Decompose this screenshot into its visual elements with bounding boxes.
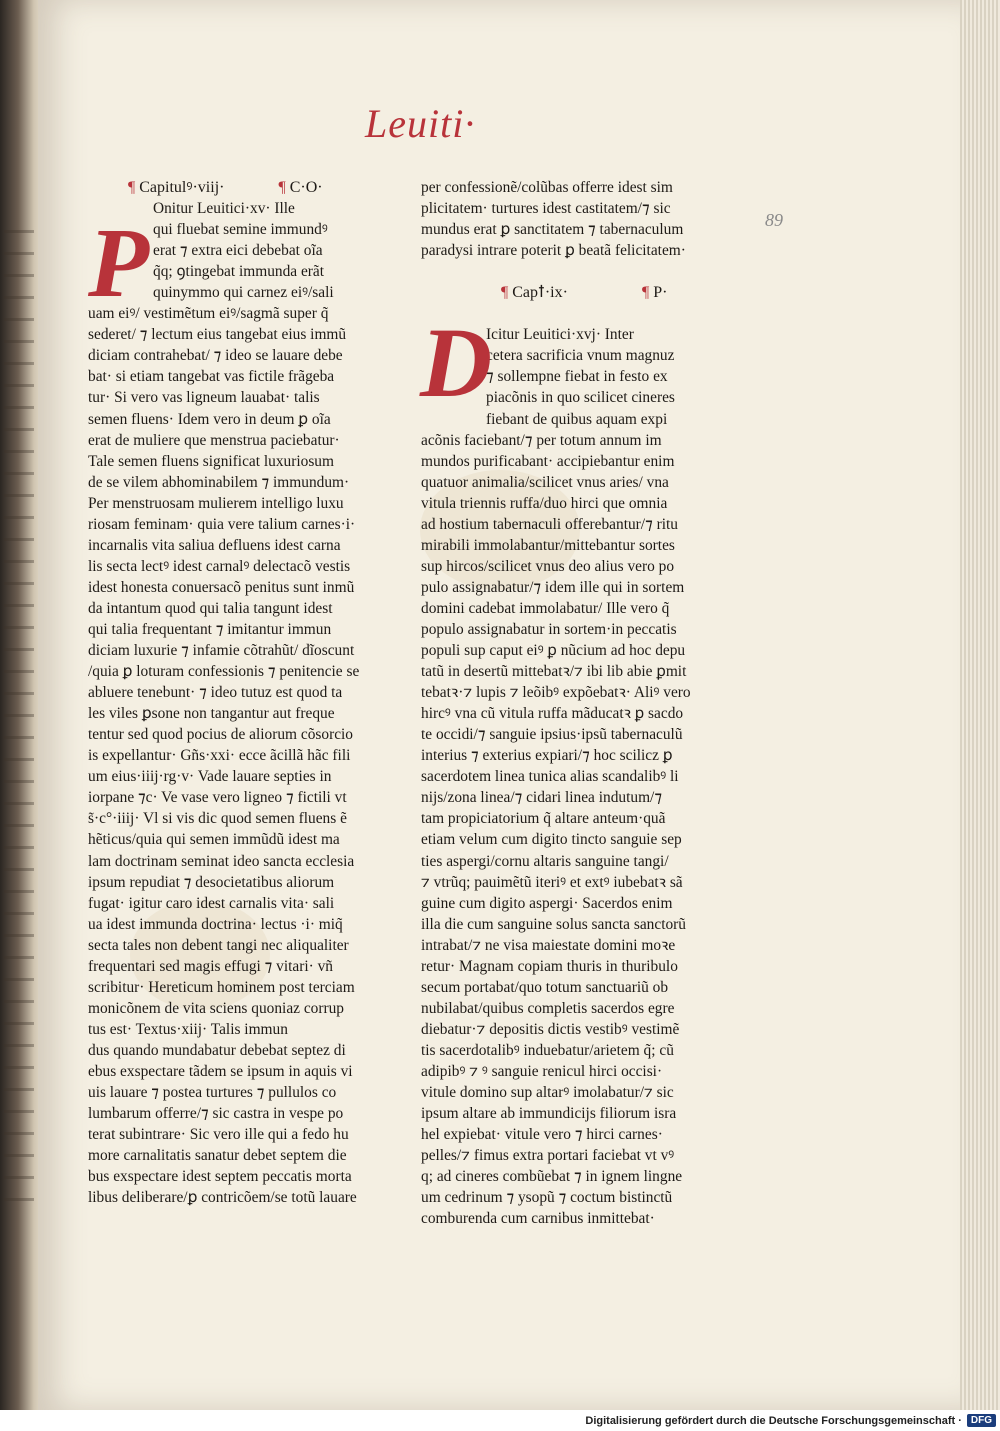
text-line: sederet/ ⁊ lectum eius tangebat eius immũ xyxy=(88,326,347,344)
text-line: intrabat/⁊ ne visa maiestate domini moꝛe xyxy=(421,936,676,954)
text-line: Per menstruosam mulierem intelligo luxu xyxy=(88,494,344,512)
text-line: ad hostium tabernaculi offerebantur/⁊ ritu xyxy=(421,515,678,533)
text-line: diebatur·⁊ depositis dictis vestibꝰ vestimẽ xyxy=(421,1020,680,1038)
text-line: mundus erat ꝑ sanctitatem ⁊ tabernaculum xyxy=(421,221,684,239)
chapter-mark: P· xyxy=(653,284,668,302)
text-line: ipsum repudiat ⁊ desocietatibus aliorum xyxy=(88,873,335,891)
text-line: guine cum digito aspergi· Sacerdos enim xyxy=(421,894,673,912)
right-body-text xyxy=(421,324,741,1229)
text-line: mirabili immolabantur/mittebantur sortes xyxy=(421,536,675,554)
text-line: retur· Magnam copiam thuris in thuribulo xyxy=(421,957,678,975)
text-line: terat subintrare· Sic vero ille qui a fedo hu xyxy=(88,1126,349,1144)
text-line: vitule domino sup altarꝰ imolabatur/⁊ sic xyxy=(421,1084,674,1102)
text-line: um eius·iiij·rg·v· Vade lauare septies in xyxy=(88,768,332,786)
text-line: sacerdotem linea tunica alias scandalibꝰ li xyxy=(421,768,679,786)
text-line: acõnis faciebant/⁊ per totum annum im xyxy=(421,431,662,449)
paragraph-mark-icon: ¶ xyxy=(641,284,654,302)
right-top-text xyxy=(421,177,741,261)
text-line: erat de muliere que menstrua paciebatur· xyxy=(88,431,340,449)
text-line: paradysi intrare poterit ꝑ beatã felicitatem· xyxy=(421,242,686,260)
text-line: /quia ꝑ loturam confessionis ⁊ penitencie se xyxy=(88,663,360,681)
text-line: tur· Si vero vas ligneum lauabat· talis xyxy=(88,389,320,407)
folio-number: 89 xyxy=(765,210,783,230)
text-line: tis sacerdotalibꝰ induebatur/arietem q̃; cũ xyxy=(421,1041,674,1059)
footer-bar xyxy=(0,1410,1000,1431)
text-line: fugat· igitur caro idest carnalis vita· sali xyxy=(88,894,335,912)
text-line: quatuor animalia/scilicet vnus aries/ vna xyxy=(421,473,669,491)
text-line: adipibꝰ ⁊ ꝰ sanguie renicul hirci occisi· xyxy=(421,1062,663,1080)
text-line: ipsum altare ab immundicijs filiorum isra xyxy=(421,1105,677,1123)
text-line: Onitur Leuitici·xv· Ille xyxy=(153,200,295,218)
text-line: les viles ꝑsone non tangantur aut freque xyxy=(88,705,335,723)
text-line: domini cadebat immolabatur/ Ille vero q̃ xyxy=(421,599,670,617)
text-line: secta tales non debent tangi nec aliqualiter xyxy=(88,936,349,954)
text-line: idest honesta conuersacõ penitus sunt inmũ xyxy=(88,578,355,596)
text-line: abluere tenebunt· ⁊ ideo tutuz est quod ta xyxy=(88,684,343,702)
paragraph-mark-icon: ¶ xyxy=(278,179,290,196)
chapter-heading-row xyxy=(88,177,388,198)
text-line: etiam velum cum digito tincto sanguie sep xyxy=(421,831,682,849)
text-line: is expellantur· Gñs·xxi· ecce ãcillã hãc fili xyxy=(88,747,351,765)
text-line: tatũ in desertũ mittebatꝛ/⁊ ibi lib abie ꝑmit xyxy=(421,663,687,681)
funding-credit: Digitalisierung gefördert durch die Deutsche Forschungsgemeinschaft · xyxy=(585,1414,962,1427)
text-line: tentur sed quod pocius de aliorum cõsorcio xyxy=(88,726,353,744)
text-line: cetera sacrificia vnum magnuz xyxy=(486,347,675,365)
text-line: lumbarum offerre/⁊ sic castra in vespe po xyxy=(88,1105,344,1123)
chapter-mark: C·O· xyxy=(289,179,323,196)
running-head: Leuiti· xyxy=(365,101,476,146)
text-line: hel expiebat· vitule vero ⁊ hirci carnes· xyxy=(421,1126,663,1144)
text-line: vitula triennis ruffa/duo hirci que omnia xyxy=(421,494,668,512)
text-line: ⁊ sollempne fiebat in festo ex xyxy=(486,368,668,386)
text-line: da intantum quod qui talia tangunt idest xyxy=(88,599,333,617)
left-body-text xyxy=(88,198,388,1208)
text-line: bus exspectare idest septem peccatis morta xyxy=(88,1168,352,1186)
text-line: illa die cum sanguine solus sancta sanctorũ xyxy=(421,915,686,933)
text-line: incarnalis vita saliua defluens idest carna xyxy=(88,536,341,554)
text-line: iorpane ⁊c· Ve vase vero ligneo ⁊ fictili vt xyxy=(88,789,347,807)
drop-cap-p: P xyxy=(88,207,150,318)
dfg-logo: DFG xyxy=(967,1414,996,1427)
chapter-heading: Capꝉ·ix· xyxy=(512,284,568,302)
text-line: interius ⁊ exterius expiari/⁊ hoc scilicz ꝑ xyxy=(421,747,673,765)
text-line: hircꝰ vna cũ vitula ruffa mãducatꝛ ꝑ sacdo xyxy=(421,705,684,723)
text-line: uam eiꝰ/ vestimẽtum eiꝰ/sagmã super q̃ xyxy=(88,305,329,323)
text-line: plicitatem· turtures idest castitatem/⁊ sic xyxy=(421,200,671,218)
text-line: tam propiciatorium q̃ altare anteum·quã xyxy=(421,810,666,828)
text-line: qui talia frequentant ⁊ imitantur immun xyxy=(88,620,332,638)
text-line: more carnalitatis sanatur debet septem die xyxy=(88,1147,347,1165)
chapter-heading-row xyxy=(421,282,741,303)
drop-cap-d: D xyxy=(420,307,493,418)
spacer xyxy=(421,261,741,282)
text-line: ties aspergi/cornu altaris sanguine tangi/ xyxy=(421,852,669,870)
text-line: lam doctrinam seminat ideo sancta ecclesia xyxy=(88,852,355,870)
text-line: monicõnem de vita sciens quoniaz corrup xyxy=(88,999,345,1017)
page-stack-edge xyxy=(960,0,1000,1410)
text-line: q̃q; ꝯtingebat immunda erãt xyxy=(153,263,325,281)
text-line: tebatꝛ·⁊ lupis ⁊ leõibꝰ expõebatꝛ· Aliꝰ vero xyxy=(421,684,691,702)
text-line: Tale semen fluens significat luxuriosum xyxy=(88,452,334,470)
text-line: frequentari sed magis effugi ⁊ vitari· vñ xyxy=(88,957,333,975)
text-line: ⁊ vtrũq; pauimẽtũ iteriꝰ et extꝰ iubebatꝛ sã xyxy=(421,873,683,891)
text-line: diciam contrahebat/ ⁊ ideo se lauare debe xyxy=(88,347,343,365)
chapter-heading: Capitulꝰ·viij· xyxy=(139,179,225,196)
text-line: hẽticus/quia qui semen immũdũ idest ma xyxy=(88,831,340,849)
text-line: secum portabat/quo totum sanctuariũ ob xyxy=(421,978,669,996)
text-line: nubilabat/quibus completis sacerdos egre xyxy=(421,999,675,1017)
text-line: tus est· Textus·xiij· Talis immun xyxy=(88,1020,288,1038)
text-line: libus deliberare/ꝑ contricõem/se totũ lauare xyxy=(88,1189,357,1207)
text-line: riosam feminam· quia vere talium carnes·i· xyxy=(88,515,356,533)
text-line: diciam luxurie ⁊ infamie cõtrahũt/ dĩoscunt xyxy=(88,642,355,660)
text-line: um cedrinum ⁊ ysopũ ⁊ coctum bistinctũ xyxy=(421,1189,673,1207)
text-line: uis lauare ⁊ postea turtures ⁊ pullulos co xyxy=(88,1084,337,1102)
text-line: Icitur Leuitici·xvj· Inter xyxy=(486,326,634,344)
text-line: lis secta lectꝰ idest carnalꝰ delectacõ vestis xyxy=(88,557,351,575)
text-line: dus quando mundabatur debebat septez di xyxy=(88,1041,346,1059)
text-line: ebus exspectare tãdem se ipsum in aquis vi xyxy=(88,1062,353,1080)
paragraph-mark-icon: ¶ xyxy=(128,179,140,196)
text-line: erat ⁊ extra eici debebat oĩa xyxy=(153,242,323,260)
text-line: piacõnis in quo scilicet cineres xyxy=(486,389,675,407)
text-line: q; ad cineres combũebat ⁊ in ignem lingne xyxy=(421,1168,683,1186)
paragraph-mark-icon: ¶ xyxy=(501,284,513,302)
text-line: populi sup caput eiꝰ ꝑ nũcium ad hoc depu xyxy=(421,642,686,660)
text-line: sup hircos/scilicet vnus deo alius vero po xyxy=(421,557,675,575)
left-text-column xyxy=(88,177,388,1208)
text-line: populo assignabatur in sortem·in peccatis xyxy=(421,620,677,638)
text-line: de se vilem abhominabilem ⁊ immundum· xyxy=(88,473,350,491)
text-line: quinymmo qui carnez eiꝰ/sali xyxy=(153,284,334,302)
text-line: per confessionẽ/colũbas offerre idest sim xyxy=(421,179,673,196)
text-line: s̃·c°·iiij· Vl si vis dic quod semen fluens ẽ xyxy=(88,810,347,828)
text-line: bat· si etiam tangebat vas fictile frãgeba xyxy=(88,368,335,386)
text-line: ua idest immunda doctrina· lectus ·i· miq̃ xyxy=(88,915,343,933)
text-line: comburenda cum carnibus inmittebat· xyxy=(421,1210,655,1228)
text-line: pulo assignabatur/⁊ idem ille qui in sortem xyxy=(421,578,685,596)
text-line: nijs/zona linea/⁊ cidari linea indutum/⁊ xyxy=(421,789,662,807)
left-page-text-fragment xyxy=(4,230,34,1210)
text-line: pelles/⁊ fimus extra portari faciebat vt vꝰ xyxy=(421,1147,675,1165)
text-line: mundos purificabant· accipiebantur enim xyxy=(421,452,675,470)
text-line: te occidi/⁊ sanguie ipsius·ipsũ tabernaculũ xyxy=(421,726,683,744)
text-line: fiebant de quibus aquam expi xyxy=(486,410,668,428)
text-line: qui fluebat semine immundꝰ xyxy=(153,221,328,239)
text-line: scribitur· Hereticum hominem post terciam xyxy=(88,978,355,996)
text-line: semen fluens· Idem vero in deum ꝑ oĩa xyxy=(88,410,331,428)
